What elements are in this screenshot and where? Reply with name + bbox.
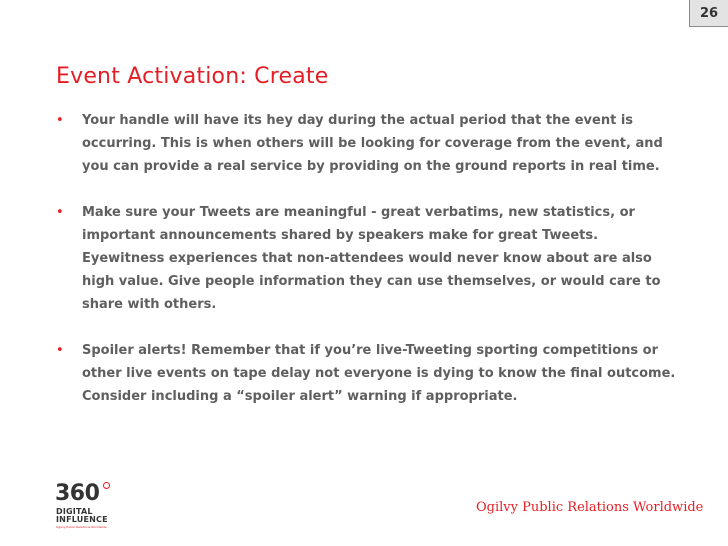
bullet-text: Your handle will have its hey day during the actual period that the event is occurring. This is when others will be looking for coverage from the event, and you can provide a real service by providing on the ground reports in real time. <box>82 113 663 174</box>
logo-number: 360 <box>55 481 100 506</box>
bullet-text: Spoiler alerts! Remember that if you’re live-Tweeting sporting competitions or other live events on tape delay not everyone is dying to know the final outcome. Consider including a “spoiler alert” warning if appropriate. <box>82 343 676 404</box>
logo-tagline: Ogilvy Public Relations Worldwide <box>56 525 107 529</box>
page-number-box <box>689 0 728 27</box>
bullet-item <box>56 339 676 408</box>
bullet-item <box>56 109 676 178</box>
slide-title: Event Activation: Create <box>56 64 329 89</box>
bullet-marker: • <box>56 205 64 220</box>
bullet-marker: • <box>56 113 64 128</box>
company-wordmark: Ogilvy Public Relations Worldwide <box>476 500 704 515</box>
page-number: 26 <box>699 5 719 21</box>
logo-line-influence: INFLUENCE <box>56 515 108 524</box>
logo-line-digital: DIGITAL <box>56 507 93 516</box>
bullet-list <box>56 109 676 431</box>
digital-influence-logo <box>55 482 115 532</box>
bullet-text: Make sure your Tweets are meaningful - great verbatims, new statistics, or important announcements shared by speakers make for great Tweets. Eyewitness experiences that non-attendees would never know about are also high value. Give people information they can use themselves, or would care to share with others. <box>82 205 661 312</box>
logo-degree-ring-icon <box>103 482 110 489</box>
bullet-marker: • <box>56 343 64 358</box>
bullet-item <box>56 201 676 316</box>
